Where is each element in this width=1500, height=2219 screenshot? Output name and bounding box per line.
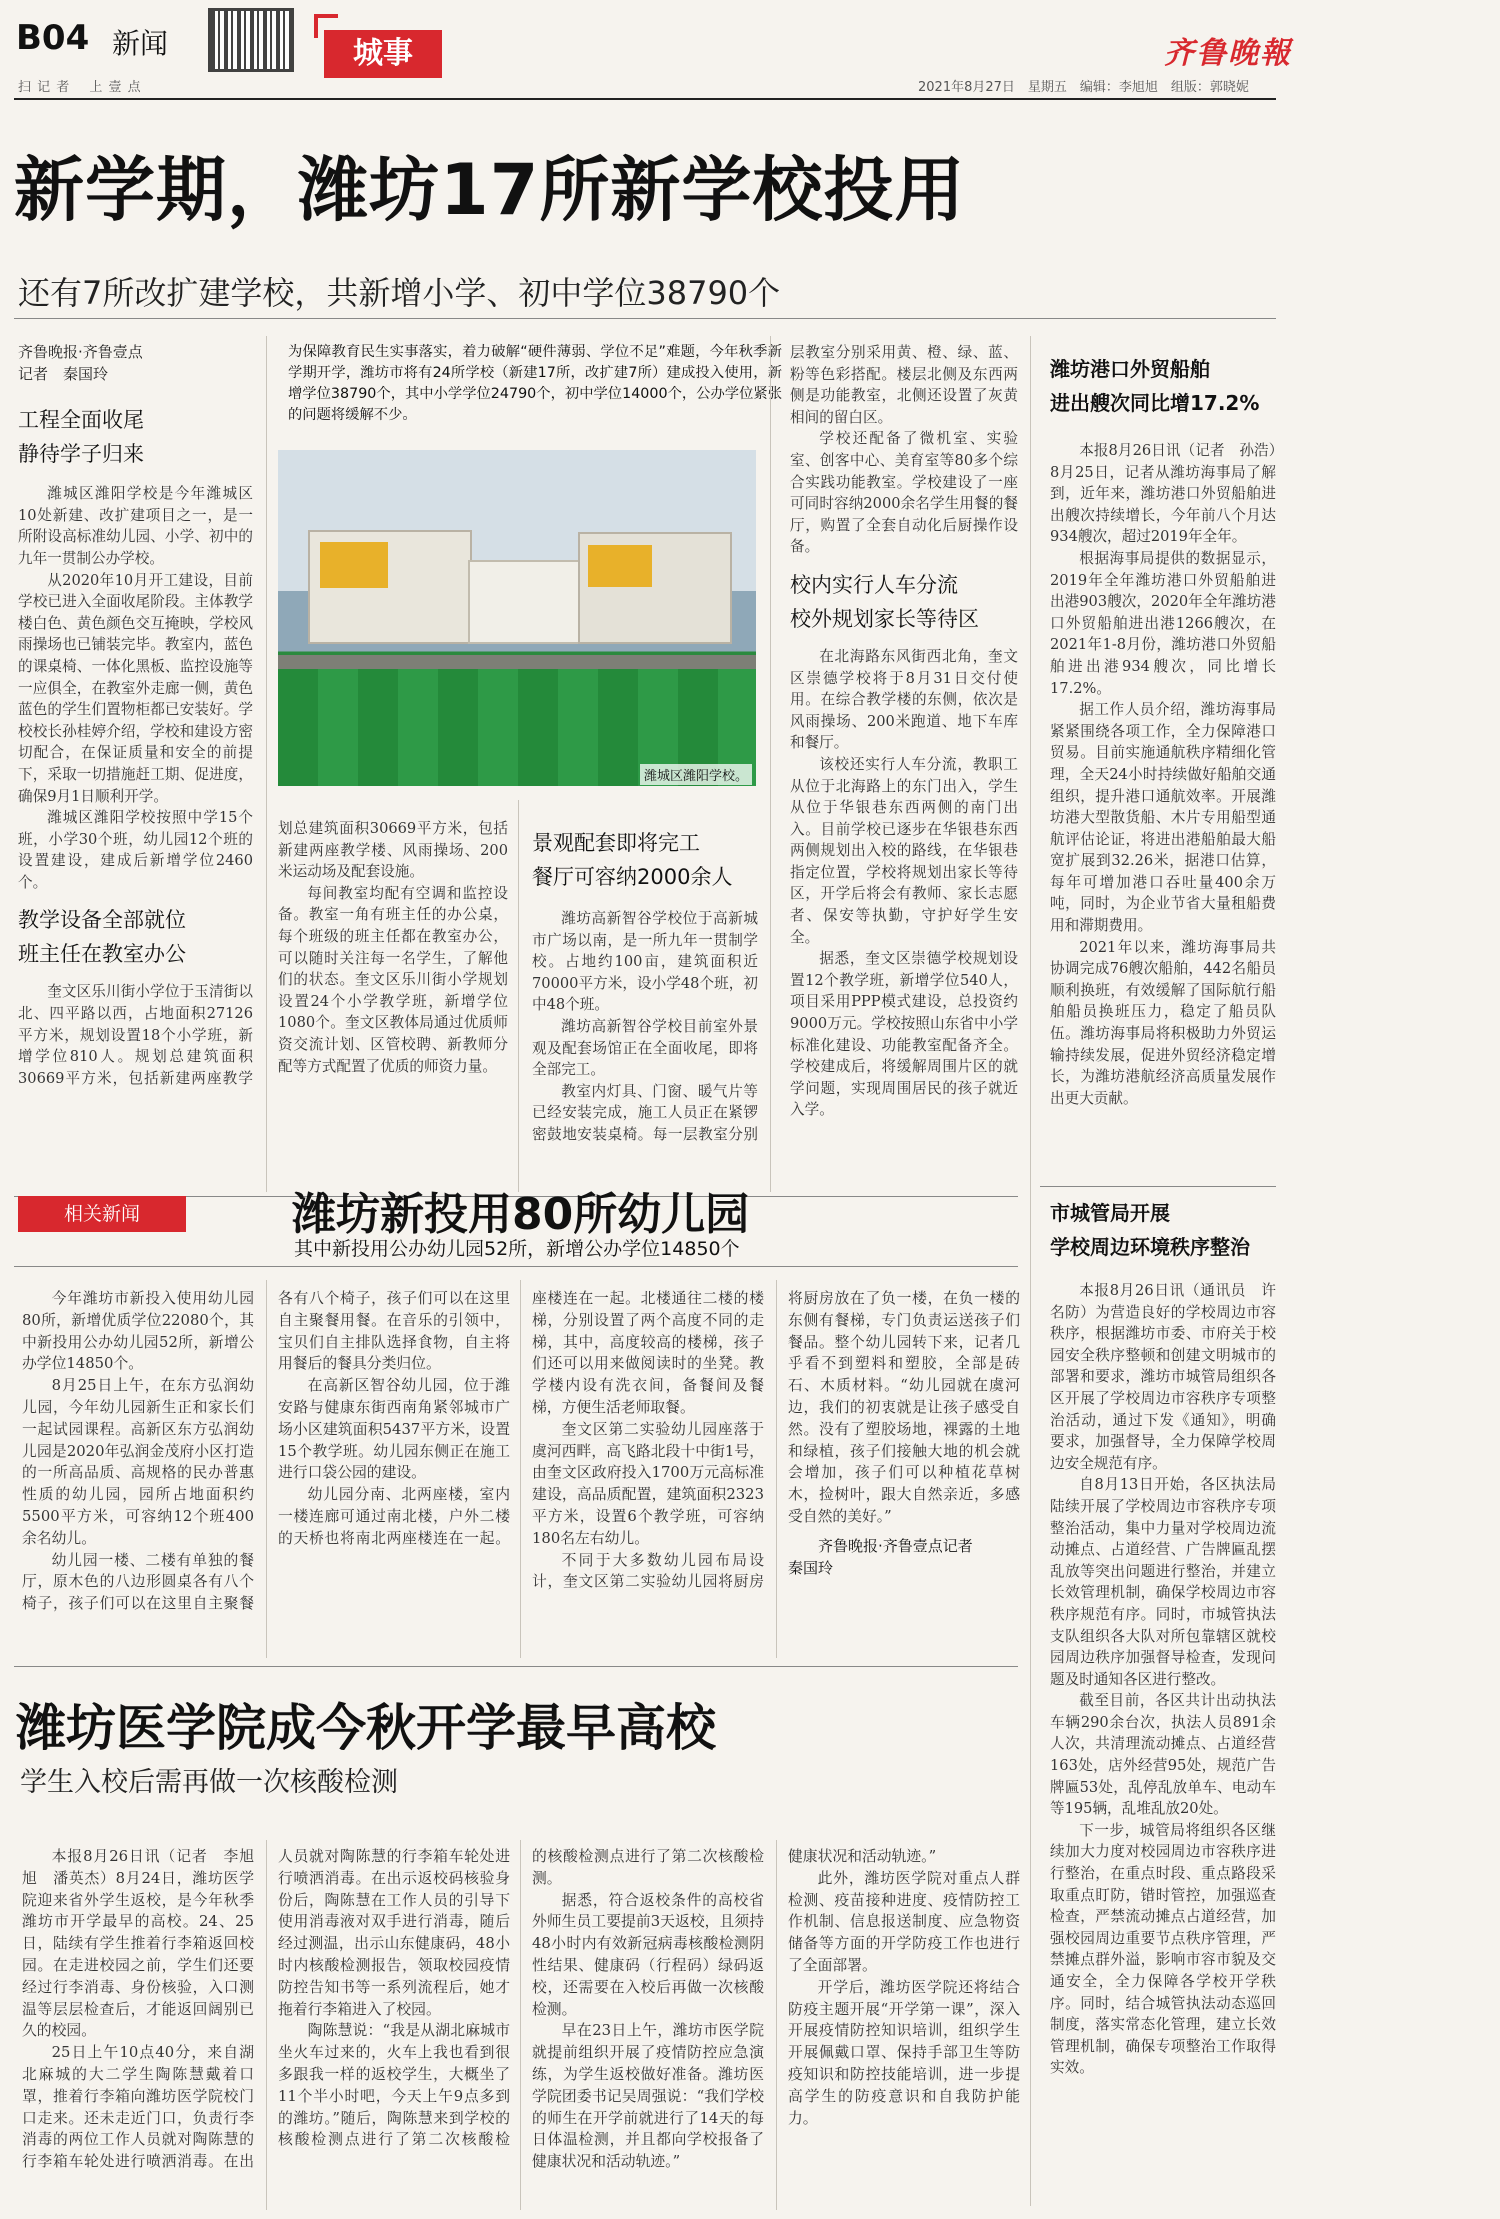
- brief2-para-1: 本报8月26日讯（通讯员 许名防）为营造良好的学校周边市容秩序，根据潍坊市委、市府关于校园安全秩序整顿和创建文明城市的部署和要求，潍坊市城管局组织各区开展了学校周边市容秩序专项整治活动，通过下发《通知》，明确要求，加强督导，全力保障学校周边安全规范有序。: [1050, 1282, 1276, 1472]
- medical-para-5b: 健康状况和活动轨迹。”: [788, 1848, 937, 1865]
- lead-para-10: 在北海路东风街西北角，奎文区崇德学校将于8月31日交付使用。在综合教学楼的东侧，依次是风雨操场、200米跑道、地下车库和餐厅。: [790, 647, 1018, 752]
- brief1-para-4: 2021年以来，潍坊海事局共协调完成76艘次船舶，442名船员顺利换班，有效缓解了国际航行船舶船员换班压力，稳定了船员队伍。潍坊海事局将积极助力外贸运输持续发展，促进外贸经济稳定增长，为潍坊港航经济高质量发展作出更大贡献。: [1050, 938, 1276, 1107]
- qr-caption: 扫 记 者 上 壹 点: [18, 80, 142, 95]
- lead-rule: [14, 318, 1276, 319]
- lead-byline-1: 齐鲁晚报·齐鲁壹点: [18, 343, 143, 361]
- lead-para-8: 教室内灯具、门窗、暖气片等已经安装完成，施工人员正在紧锣密鼓地安装桌椅。每一层教室分别: [532, 1082, 758, 1143]
- brief1-para-3: 据工作人员介绍，潍坊海事局紧紧围绕各项工作，全力保障港口贸易。目前实施通航秩序精细化管理，全天24小时持续做好船舶交通组织，提升港口通航效率。开展潍坊港大型散货船、木片专用船型通航评估论证，将进出港船舶最大船宽扩展到32.26米，据港口估算，每年可增加港口吞吐量400余万吨，同时，为企业节省大量租船费用和滞期费用。: [1050, 701, 1276, 935]
- medical-para-4: 据悉，符合返校条件的高校省外师生员工要提前3天返校，且须持48小时内有效新冠病毒核酸检测阴性结果、健康码（行程码）绿码返校，还需要在入校后再做一次核酸检测。: [532, 1891, 764, 2018]
- medical-para-6: 此外，潍坊医学院对重点人群检测、疫苗接种进度、疫情防控工作机制、信息报送制度、应急物资储备等方面的开学防疫工作也进行了全面部署。: [788, 1869, 1020, 1974]
- lead-para-1: 潍城区潍阳学校是今年潍城区10处新建、改扩建项目之一，是一所附设高标准幼儿园、小学、初中的九年一贯制公办学校。: [18, 485, 253, 567]
- newspaper-logo: 齐鲁晚報: [1164, 36, 1292, 71]
- medical-headline: 潍坊医学院成今秋开学最早高校: [16, 1699, 716, 1757]
- lead-para-9: 学校还配备了微机室、实验室、创客中心、美育室等80多个综合实践功能教室。学校建设了一座可同时容纳2000余名学生用餐的餐厅，购置了全套自动化后厨操作设备。: [790, 430, 1018, 556]
- subhead-2: 教学设备全部就位 班主任在教室办公: [18, 908, 186, 967]
- brief2-para-3: 截至目前，各区共计出动执法车辆290余台次，执法人员891余人次，共清理流动摊点、占道经营163处，店外经营95处，规范广告牌匾53处，乱停乱放单车、电动车等195辆，乱堆乱放20处。: [1050, 1692, 1276, 1818]
- kinder-para-3b: 各有八个椅子，孩子们可以在这里自主聚餐用餐。在音乐的引领中，宝贝们自主排队选择食物，自主将用餐后的餐具分类归位。: [278, 1290, 510, 1373]
- medical-para-2b: 人员就对陶陈慧的行李箱车轮处进行喷洒消毒。在出示返校码核验身份后，陶陈慧在工作人员的引导下使用消毒液对双手进行消毒，随后经过测温，出示山东健康码，48小时内核酸检测报告，领取校园疫情防控告知书等一系列流程后，她才拖着行李箱进入了校园。: [278, 1848, 510, 2018]
- section-tag: 城事: [324, 30, 442, 78]
- medical-subhead: 学生入校后需再做一次核酸检测: [20, 1767, 398, 1798]
- medical-para-7: 开学后，潍坊医学院还将结合防疫主题开展“开学第一课”，深入开展疫情防控知识培训，组织学生开展佩戴口罩、保持手部卫生等防疫知识和防控技能培训，进一步提高学生的防疫意识和自我防护能力。: [788, 1978, 1020, 2127]
- subhead-4: 校内实行人车分流 校外规划家长等待区: [790, 572, 979, 631]
- lead-para-12: 据悉，奎文区崇德学校规划设置12个教学班，新增学位540人，项目采用PPP模式建设，总投资约9000万元。学校按照山东省中小学标准化建设、功能教室配备齐全。学校建成后，将缓解周围片区的就学问题，实现周围居民的孩子就近入学。: [790, 950, 1018, 1119]
- lead-summary: 为保障教育民生实事落实，着力破解“硬件薄弱、学位不足”难题，今年秋季新学期开学，潍坊市将有24所学校（新建17所，改扩建7所）建成投入使用，新增学位38790个，其中小学学位24790个，初中学位14000个，公办学位紧张的问题将缓解不少。: [288, 344, 782, 423]
- medical-para-5: 早在23日上午，潍坊市医学院就提前组织开展了疫情防控应急演练，为学生返校做好准备。潍坊医学院团委书记吴周强说：“我们学校的师生在开学前就进行了14天的每日体温检测，并且都向学校报备了健康状况和活动轨迹。”: [532, 2022, 764, 2171]
- date-line: 2021年8月27日 星期五 编辑：李旭旭 组版：郭晓妮: [918, 80, 1249, 95]
- brief1-para-1: 本报8月26日讯（记者 孙浩）8月25日，记者从潍坊海事局了解到，近年来，潍坊港口外贸船舶进出艘次持续增长，今年前八个月达934艘次，超过2019年全年。: [1050, 442, 1276, 546]
- lead-para-7: 潍坊高新智谷学校目前室外景观及配套场馆正在全面收尾，即将全部完工。: [532, 1017, 758, 1079]
- photo-caption: 潍城区潍阳学校。: [640, 764, 752, 785]
- kinder-subhead: 其中新投用公办幼儿园52所，新增公办学位14850个: [294, 1238, 740, 1260]
- medical-para-3: 陶陈慧说：“我是从湖北麻城市坐火车过来的，火车上我也看到很多跟我一样的返校学生，大概坐了11个半小时吧，今天上午9点多到的潍坊。”随后，陶陈慧来到学校的核酸检测点进行了第二次核酸检: [278, 2022, 510, 2149]
- qr-code: [208, 8, 294, 72]
- brief2-title: 市城管局开展 学校周边环境秩序整治: [1050, 1201, 1250, 1259]
- lead-para-3: 潍城区潍阳学校按照中学15个班，小学30个班，幼儿园12个班的设置建设，建成后新增学位2460个。: [18, 809, 253, 891]
- kinder-para-5b: 座楼连在一起。北楼通往二楼的楼梯，分别设置了两个高度不同的走梯，其中，高度较高的楼梯，孩子们还可以用来做阅读时的坐凳。教学楼内设有洗衣间，备餐间及餐梯，方便生活老师取餐。: [532, 1290, 764, 1416]
- lead-byline-2: 记者 秦国玲: [18, 364, 109, 383]
- kinder-byline: 齐鲁晚报·齐鲁壹点记者 秦国玲: [788, 1536, 973, 1577]
- kinder-para-5: 幼儿园分南、北两座楼，室内一楼连廊可通过南北楼，户外二楼的天桥也将南北两座楼连在一起。: [278, 1486, 510, 1547]
- lead-para-4: 奎文区乐川街小学位于玉清街以北、四平路以西，占地面积27126平方米，规划设置18个小学班，新增学位810人。规划总建筑面积30669平方米，包括新建两座教学: [18, 983, 253, 1087]
- lead-para-5: 每间教室均配有空调和监控设备。教室一角有班主任的办公桌，每个班级的班主任都在教室办公，可以随时关注每一名学生，了解他们的状态。奎文区乐川街小学规划设置24个小学教学班，新增学位1080个。奎文区教体局通过优质师资交流计划、区管校聘、新教师分配等方式配置了优质的师资力量。: [278, 884, 508, 1075]
- school-photo: [278, 450, 756, 786]
- lead-para-6: 潍坊高新智谷学校位于高新城市广场以南，是一所九年一贯制学校。占地约100亩，建筑面积近70000平方米，设小学48个班，初中48个班。: [532, 910, 758, 1014]
- related-news-badge: 相关新闻: [18, 1196, 186, 1232]
- kinder-para-7b: 将厨房放在了负一楼，在负一楼的东侧有餐梯，专门负责运送孩子们餐品。整个幼儿园转下来，记者几乎看不到塑料和塑胶，全部是砖石、木质材料。“幼儿园就在虞河边，我们的初衷就是让孩子感受自然。没有了塑胶场地，裸露的土地和绿植，孩子们接触大地的机会就会增加，孩子们可以种植花草树木，捡树叶，跟大自然亲近，多感受自然的美好。”: [788, 1290, 1020, 1525]
- subhead-1: 工程全面收尾 静待学子归来: [18, 408, 144, 467]
- kinder-para-3: 幼儿园一楼、二楼有单独的餐厅，原木色的八边形圆桌各有八个椅子，孩子们可以在这里自主聚餐: [22, 1551, 254, 1613]
- medical-para-1: 本报8月26日讯（记者 李旭旭 潘英杰）8月24日，潍坊医学院迎来省外学生返校，是今年秋季潍坊市开学最早的高校。24、25日，陆续有学生推着行李箱返回校园。在走进校园之前，学生们还要经过行李消毒、身份核验，入口测温等层层检查后，才能返回阔别已久的校园。: [22, 1848, 254, 2040]
- lead-para-4b: 划总建筑面积30669平方米，包括新建两座教学楼、风雨操场、200米运动场及配套设施。: [278, 820, 508, 881]
- lead-para-8b: 层教室分别采用黄、橙、绿、蓝、粉等色彩搭配。楼层北侧及东西两侧是功能教室，北侧还设置了灰黄相间的留白区。: [790, 344, 1018, 426]
- lead-headline: 新学期，潍坊17所新学校投用: [14, 149, 966, 231]
- kinder-para-1: 今年潍坊市新投入使用幼儿园80所，新增优质学位22080个，其中新投用公办幼儿园52所，新增公办学位14850个。: [22, 1290, 254, 1373]
- kinder-headline: 潍坊新投用80所幼儿园: [292, 1189, 750, 1240]
- brief2-para-2: 自8月13日开始，各区执法局陆续开展了学校周边市容秩序专项整治活动，集中力量对学校周边流动摊点、占道经营、广告牌匾乱摆乱放等突出问题进行整治，并建立长效管理机制，确保学校周边市容秩序规范有序。同时，市城管执法支队组织各大队对所包靠辖区就校园周边秩序加强督导检查，发现问题及时通知各区进行整改。: [1050, 1476, 1276, 1688]
- section-label: 新闻: [112, 27, 169, 60]
- medical-para-2: 25日上午10点40分，来自湖北麻城的大二学生陶陈慧戴着口罩，推着行李箱向潍坊医学院校门口走来。还未走近门口，负责行李消毒的两位工作人员就对陶陈慧的行李箱车轮处进行喷洒消毒。在出: [22, 2044, 254, 2171]
- kinder-para-2: 8月25日上午，在东方弘润幼儿园，今年幼儿园新生正和家长们一起试园课程。高新区东方弘润幼儿园是2020年弘润金茂府小区打造的一所高品质、高规格的民办普惠性质的幼儿园，园所占地面积约5500平方米，可容纳12个班400余名幼儿。: [22, 1377, 254, 1547]
- subhead-3: 景观配套即将完工 餐厅可容纳2000余人: [532, 831, 733, 889]
- brief1-title: 潍坊港口外贸船舶 进出艘次同比增17.2%: [1050, 357, 1260, 415]
- kinder-para-7: 不同于大多数幼儿园布局设计，奎文区第二实验幼儿园将厨房: [532, 1551, 764, 1591]
- lead-subhead: 还有7所改扩建学校，共新增小学、初中学位38790个: [18, 274, 781, 312]
- lead-para-11: 该校还实行人车分流，教职工从位于北海路上的东门出入，学生从位于华银巷东西两侧的南门出入。目前学校已逐步在华银巷东西两侧规划出入校的路线，在华银巷指定位置，学校将规划出家长等待区，开学后将会有教师、家长志愿者、保安等执勤，守护好学生安全。: [790, 755, 1018, 946]
- brief1-para-2: 根据海事局提供的数据显示，2019年全年潍坊港口外贸船舶进出港903艘次，2020年全年潍坊港口外贸船舶进出港1266艘次，在2021年1-8月份，潍坊港口外贸船舶进出港934艘次，同比增长17.2%。: [1050, 549, 1276, 697]
- tag-bracket: [314, 14, 338, 38]
- masthead-rule: [14, 98, 1276, 100]
- brief2-para-4: 下一步，城管局将组织各区继续加大力度对校园周边市容秩序进行整治，在重点时段、重点路段采取重点盯防，错时管控，加强巡查检查，严禁流动摊点占道经营，加强校园周边重要节点秩序管理，严禁摊点群外溢，影响市容市貌及交通安全，全力保障各学校开学秩序。同时，结合城管执法动态巡回制度，落实常态化管理，建立长效管理机制，确保专项整治工作取得实效。: [1050, 1821, 1276, 2077]
- kinder-para-4: 在高新区智谷幼儿园，位于潍安路与健康东街西南角紧邻城市广场小区建筑面积5437平方米，设置15个教学班。幼儿园东侧正在施工进行口袋公园的建设。: [278, 1377, 510, 1482]
- lead-para-2: 从2020年10月开工建设，目前学校已进入全面收尾阶段。主体教学楼白色、黄色颜色交互掩映，学校风雨操场也已铺装完毕。教室内，蓝色的课桌椅、一体化黑板、监控设施等一应俱全，在教室外走廊一侧，黄色蓝色的学生们置物柜都已安装好。学校校长孙桂婷介绍，学校和建设方密切配合，在保证质量和安全的前提下，采取一切措施赶工期、促进度，确保9月1日顺利开学。: [18, 571, 253, 805]
- medical-para-3b: 的核酸检测点进行了第二次核酸检测。: [532, 1848, 764, 1887]
- page-number: B04: [16, 18, 90, 58]
- kinder-para-6: 奎文区第二实验幼儿园座落于虞河西畔，高飞路北段十中街1号，由奎文区政府投入1700万元高标准建设，高品质配置，建筑面积2323平方米，设置6个教学班，可容纳180名左右幼儿。: [532, 1420, 764, 1547]
